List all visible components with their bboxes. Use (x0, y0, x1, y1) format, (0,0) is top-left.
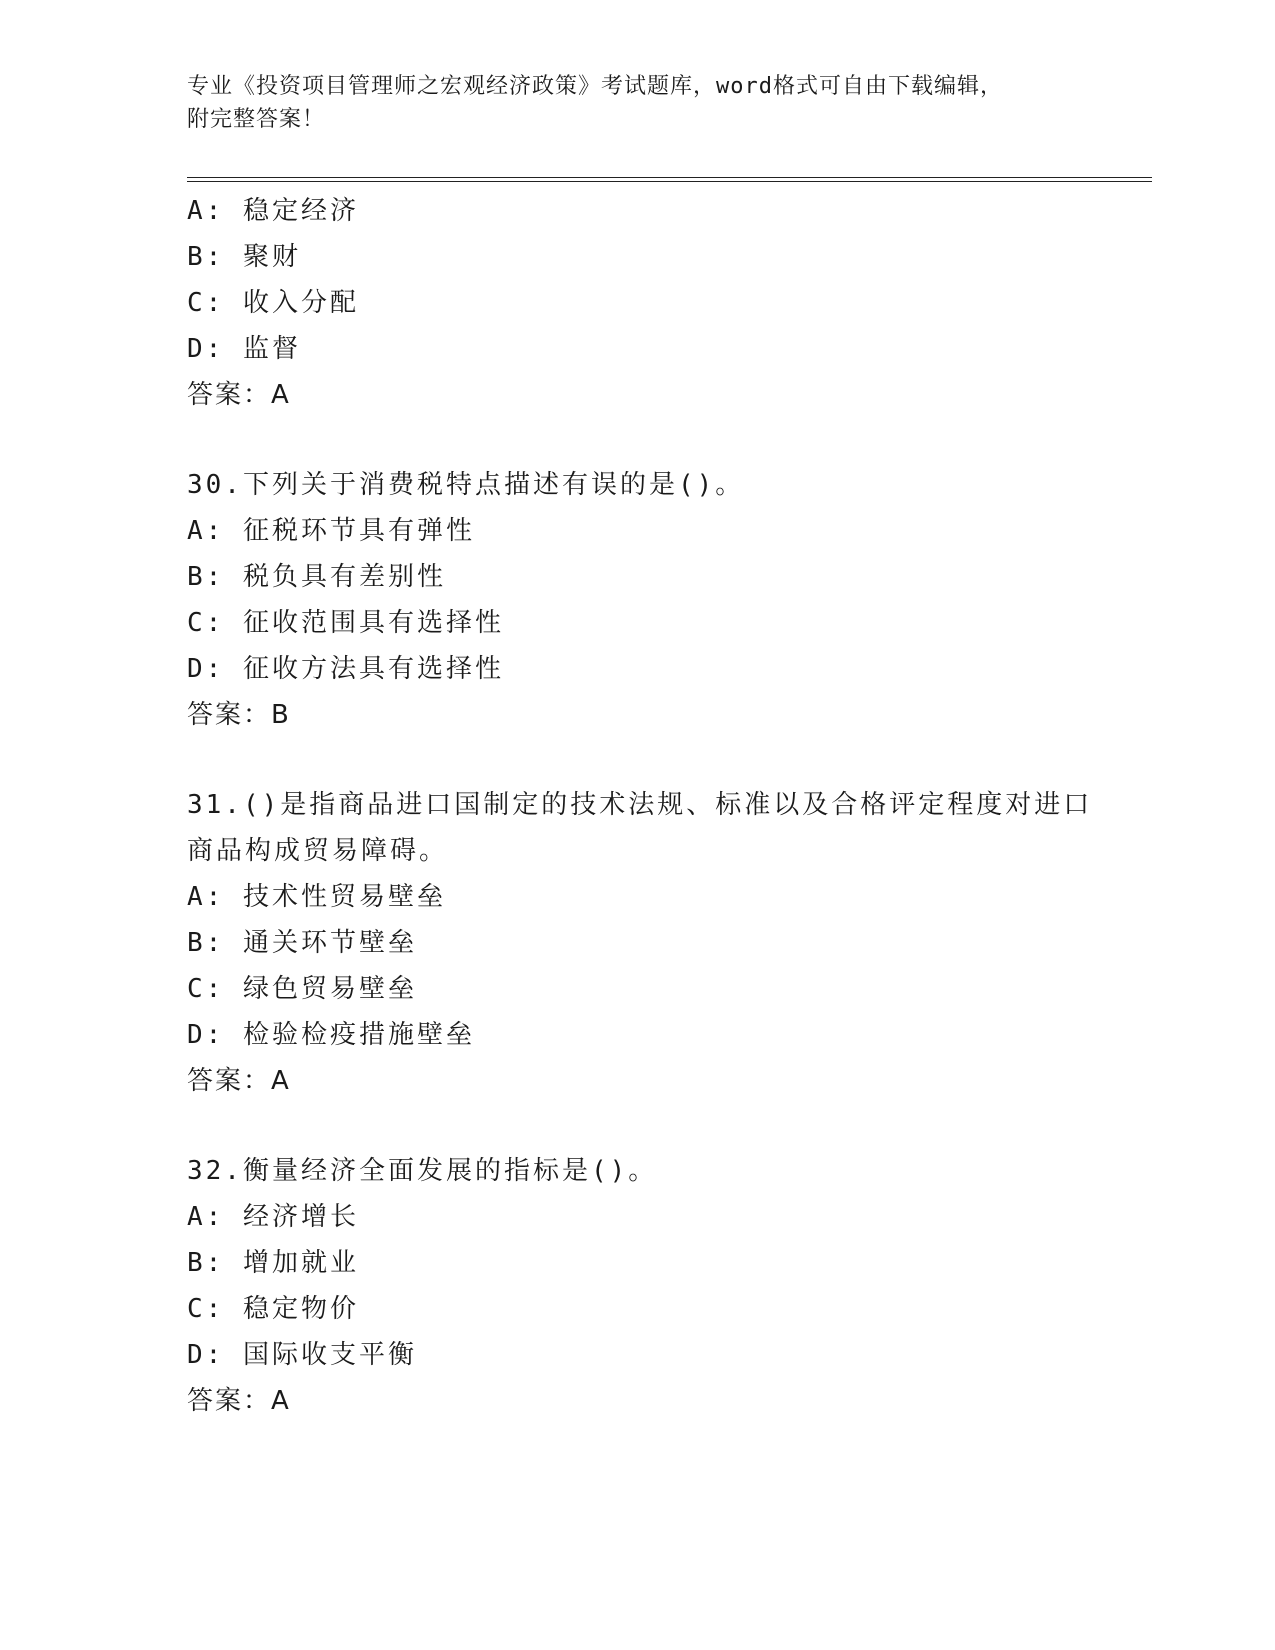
option-a: A: 经济增长 (187, 1202, 359, 1232)
answer-line: 答案：A (187, 1386, 291, 1416)
option-c: C: 稳定物价 (187, 1294, 359, 1324)
option-a: A: 技术性贸易壁垒 (187, 882, 446, 912)
option-c: C: 绿色贸易壁垒 (187, 974, 417, 1004)
option-c: C: 收入分配 (187, 288, 359, 318)
option-a: A: 稳定经济 (187, 196, 359, 226)
option-b: B: 通关环节壁垒 (187, 928, 417, 958)
answer-line: 答案：A (187, 1066, 291, 1096)
option-d: D: 征收方法具有选择性 (187, 654, 504, 684)
question-stem: 32.衡量经济全面发展的指标是()。 (187, 1156, 658, 1186)
option-a: A: 征税环节具有弹性 (187, 516, 475, 546)
question-stem-line-1: 31.()是指商品进口国制定的技术法规、标准以及合格评定程度对进口 (187, 790, 1093, 820)
header-divider (187, 177, 1152, 182)
header-text-line-2: 附完整答案！ (187, 107, 326, 132)
question-block-30 (187, 462, 1087, 738)
answer-line: 答案：A (187, 380, 291, 410)
question-list (187, 188, 1093, 1424)
option-d: D: 检验检疫措施壁垒 (187, 1020, 475, 1050)
spacer (187, 738, 1087, 782)
option-b: B: 增加就业 (187, 1248, 359, 1278)
question-block-prev (187, 188, 1087, 418)
answer-line: 答案：B (187, 700, 291, 730)
option-c: C: 征收范围具有选择性 (187, 608, 504, 638)
option-b: B: 聚财 (187, 242, 301, 272)
question-stem: 30.下列关于消费税特点描述有误的是()。 (187, 470, 745, 500)
question-block-31 (187, 782, 1093, 1104)
option-d: D: 监督 (187, 334, 301, 364)
question-stem-line-2: 商品构成贸易障碍。 (187, 836, 449, 866)
document-header (187, 70, 1087, 136)
header-text-line-1: 专业《投资项目管理师之宏观经济政策》考试题库，word格式可自由下载编辑， (187, 74, 1003, 99)
spacer (187, 418, 1087, 462)
option-b: B: 税负具有差别性 (187, 562, 446, 592)
spacer (187, 1104, 1087, 1148)
question-block-32 (187, 1148, 1087, 1424)
option-d: D: 国际收支平衡 (187, 1340, 417, 1370)
